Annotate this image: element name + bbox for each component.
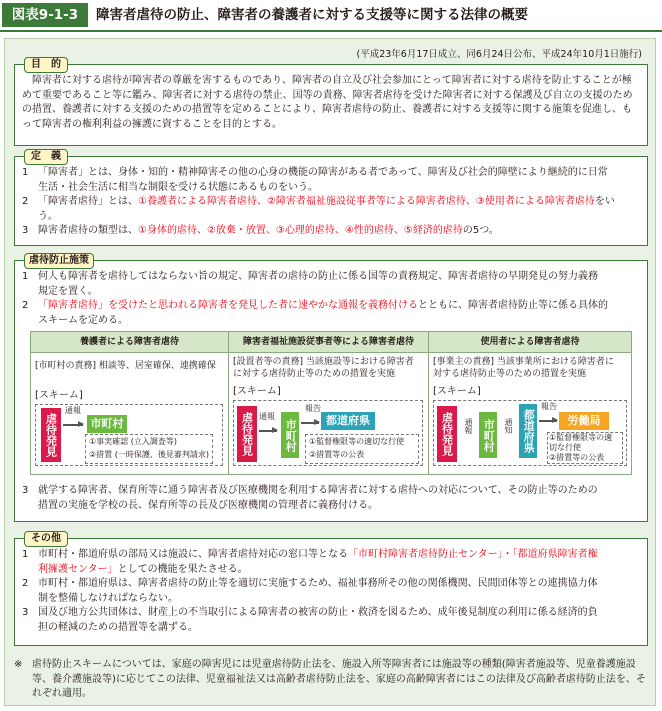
measure-num: 3: [22, 485, 29, 496]
other-text: 担の軽減のための措置等を講ずる。: [38, 621, 198, 633]
scheme-table: [30, 331, 632, 475]
purpose-tag: 目 的: [24, 57, 68, 73]
footnote-mark: ※: [14, 659, 23, 670]
definition-text: 生活・社会生活に相当な制限を受ける状態にあるものをいう。: [38, 181, 318, 193]
prefecture-box: 都道府県: [519, 404, 537, 458]
measure-text: 何人も障害者を虐待してはならない旨の規定、障害者の虐待の防止に係る国等の責務規定、障害者虐待の早期発見の努力義務: [38, 271, 598, 282]
measure-num: 1: [22, 271, 29, 282]
report-label: 通報: [464, 418, 473, 434]
purpose-text: 障害者に対する虐待が障害者の尊厳を害するものであり、障害者の自立及び社会参加にとって障害者に対する虐待を防止することが極めて重要であること等に鑑み、障害者に対する虐待の禁止、国等の責務、障害者虐待を受けた障害者に対する保護及び自立の支援のための措置、養護者に対する支援のための措置等を定めることにより、障害者虐待の防止、養護者に対する支援等に関する施策を促進し、もって障害者の権利利益の擁護に資することを目的とする。: [22, 75, 633, 130]
measure-item-3: [22, 484, 636, 514]
desc-line: 対する虐待防止等のための措置を実施: [433, 369, 587, 379]
action-line: ①監督権限等の適: [549, 433, 613, 442]
scheme-column-caregiver: [31, 332, 229, 474]
column-description: [433, 356, 627, 380]
other-num: 1: [22, 549, 29, 560]
figure-title: 障害者虐待の防止、障害者の養護者に対する支援等に関する法律の概要: [96, 7, 528, 23]
column-header: 障害者福祉施設従事者等による障害者虐待: [229, 332, 428, 353]
action-2: ②措置等の公表: [309, 450, 365, 459]
report-arrow: [259, 430, 277, 432]
measure-text: とともに、障害者虐待防止等に係る具体的: [418, 300, 608, 311]
notify-arrow: [301, 422, 319, 424]
definition-item-1: [22, 166, 636, 196]
other-highlight: 利擁護センター」: [38, 563, 118, 575]
action-line: 切な行使: [549, 443, 581, 452]
definition-num: 2: [22, 196, 29, 207]
action-1: ①事実確認 (立入調査等): [89, 437, 177, 446]
action-1: [549, 433, 612, 453]
report-label: 通報: [65, 406, 81, 415]
other-item-3: [22, 606, 636, 636]
definition-text: 障害者虐待の類型は、: [38, 225, 138, 236]
report-label: 通報: [259, 412, 275, 421]
action-2: ②措置等の公表: [549, 453, 605, 462]
scheme-column-employer: [429, 332, 631, 474]
other-num: 3: [22, 607, 29, 618]
column-header: 使用者による障害者虐待: [429, 332, 631, 353]
measure-text: スキームを定める。: [38, 314, 128, 326]
municipality-box: 市町村: [281, 412, 299, 458]
other-text: としての機能を果たさせる。: [117, 563, 248, 575]
figure-number: 図表9-1-3: [2, 3, 88, 27]
title-bar: [0, 0, 662, 30]
measure-text: 就学する障害者、保育所等に通う障害者及び医療機関を利用する障害者に対する虐待への対応について、その防止等のための: [38, 485, 598, 496]
definition-text: う。: [38, 210, 58, 222]
abuse-discovery-box: 虐待発見: [237, 406, 257, 462]
definition-num: 3: [22, 225, 29, 236]
measure-num: 2: [22, 300, 29, 311]
notify-label: 報告: [305, 404, 321, 413]
scheme-label: [スキーム]: [433, 386, 481, 397]
labor-bureau-box: 労働局: [559, 412, 609, 430]
other-text: 市町村・都道府県は、障害者虐待の防止等を適切に実施するため、福祉事務所その他の関係機関、民間団体等との連携協力体: [38, 578, 598, 589]
definition-highlight: ①身体的虐待、②放棄・放置、③心理的虐待、④性的虐待、⑤経済的虐待: [138, 225, 463, 236]
definition-item-2: [22, 195, 636, 225]
action-1: ①監督権限等の適切な行使: [309, 437, 405, 446]
forward-label: 報告: [541, 402, 557, 411]
other-text: 市町村・都道府県の部局又は施設に、障害者虐待対応の窓口等となる: [38, 549, 348, 560]
footnote-text: 虐待防止スキームについては、家庭の障害児には児童虐待防止法を、施設入所等障害者には施設等の種類(障害者施設等、児童養護施設等、養介護施設等)に応じてこの法律、児童福祉法又は高齢者虐待防止法を、家庭の高齢障害者にはこの法律及び高齢者虐待防止法を、それぞれ適用。: [32, 659, 646, 699]
municipality-box: 市町村: [479, 412, 497, 458]
municipality-box: 市町村: [87, 415, 127, 433]
measure-item-2: [22, 299, 636, 329]
measures-tag: 虐待防止施策: [24, 253, 94, 269]
forward-arrow: [539, 420, 557, 422]
column-description: [233, 356, 424, 380]
others-tag: その他: [24, 531, 68, 547]
title-rule: [0, 30, 662, 32]
definition-highlight: ①養護者による障害者虐待、②障害者福祉施設従事者等による障害者虐待、③使用者による障害者虐待: [138, 196, 595, 207]
other-item-2: [22, 577, 636, 607]
scheme-column-facility: [229, 332, 429, 474]
notify-label: 通知: [504, 418, 513, 434]
other-text: 制を整備しなければならない。: [38, 592, 178, 604]
definitions-tag: 定 義: [24, 149, 68, 165]
definition-text: をい: [594, 196, 615, 207]
prefecture-box: 都道府県: [321, 412, 375, 430]
other-text: 国及び地方公共団体は、財産上の不当取引による障害者の被害の防止・救済を図るため、成年後見制度の利用に係る経済的負: [38, 607, 598, 618]
measure-text: 規定を置く。: [38, 285, 98, 297]
action-2: ②措置 (一時保護、後見審判請求): [89, 450, 209, 459]
enactment-dates: (平成23年6月17日成立、同6月24日公布、平成24年10月1日施行): [356, 49, 642, 60]
scheme-label: [スキーム]: [233, 386, 281, 397]
column-description: [市町村の責務] 相談等、居室確保、連携確保: [35, 361, 216, 371]
measure-highlight: 「障害者虐待」を受けたと思われる障害者を発見した者に速やかな通報を義務付ける: [38, 300, 418, 311]
desc-line: [設置者等の責務] 当該施設等における障害者: [233, 357, 414, 367]
desc-line: [事業主の責務] 当該事業所における障害者に: [433, 357, 614, 367]
column-header: 養護者による障害者虐待: [31, 332, 228, 353]
definition-item-3: [22, 224, 636, 240]
definition-text: の5つ。: [462, 225, 499, 236]
definition-text: 「障害者」とは、身体・知的・精神障害その他の心身の機能の障害がある者であって、障害及び社会的障壁により継続的に日常: [38, 167, 608, 178]
other-num: 2: [22, 578, 29, 589]
measure-item-1: [22, 270, 636, 300]
abuse-discovery-box: 虐待発見: [437, 406, 457, 462]
definition-text: 「障害者虐待」とは、: [38, 196, 138, 207]
measure-text: 措置の実施を学校の長、保育所等の長及び医療機関の管理者に義務付ける。: [38, 499, 378, 511]
footnote: [14, 658, 654, 708]
report-arrow: [63, 424, 83, 426]
scheme-label: [スキーム]: [35, 390, 83, 401]
desc-line: に対する虐待防止等のための措置を実施: [233, 369, 396, 379]
other-item-1: [22, 548, 636, 578]
abuse-discovery-box: 虐待発見: [41, 408, 61, 462]
definition-num: 1: [22, 167, 29, 178]
other-highlight: 「市町村障害者虐待防止センター」・「都道府県障害者権: [348, 549, 598, 560]
